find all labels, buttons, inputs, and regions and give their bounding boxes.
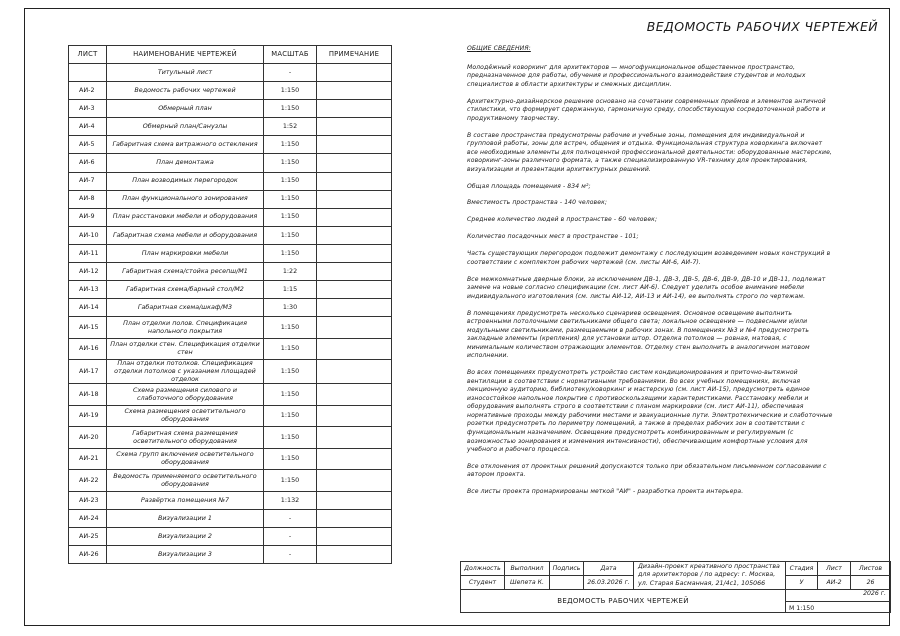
header-sheet: ЛИСТ — [69, 46, 107, 64]
scale-cell: 1:150 — [264, 190, 317, 208]
tb-sheet-count: 26 — [851, 576, 891, 590]
drawings-register-table — [68, 45, 392, 564]
table-row — [69, 263, 392, 281]
note-cell — [317, 491, 392, 509]
table-row — [69, 154, 392, 172]
drawing-name-cell: Габаритная схема мебели и оборудования — [107, 226, 264, 244]
drawing-name-cell: План маркировки мебели — [107, 244, 264, 262]
note-cell — [317, 208, 392, 226]
tb-stage: У — [786, 576, 818, 590]
sheet-code-cell: АИ-11 — [69, 244, 107, 262]
table-row — [69, 427, 392, 449]
table-row — [69, 136, 392, 154]
tb-header-stage: Стадия — [786, 562, 818, 576]
sheet-code-cell: АИ-17 — [69, 360, 107, 384]
note-cell — [317, 427, 392, 449]
table-row — [69, 405, 392, 427]
drawing-name-cell: Схема групп включения осветительного оборудования — [107, 448, 264, 470]
tb-header-sheets: Листов — [851, 562, 891, 576]
notes-paragraph: Среднее количество людей в пространстве - 60 человек; — [467, 216, 658, 224]
table-row — [69, 64, 392, 82]
drawing-name-cell: План возводимых перегородок — [107, 172, 264, 190]
table-row — [69, 190, 392, 208]
sheet-code-cell: АИ-25 — [69, 528, 107, 546]
scale-cell: 1:150 — [264, 244, 317, 262]
sheet-code-cell: АИ-20 — [69, 427, 107, 449]
sheet-code-cell: АИ-15 — [69, 317, 107, 339]
drawing-name-cell: Габаритная схема размещения осветительного оборудования — [107, 427, 264, 449]
tb-scale: М 1:150 — [786, 601, 891, 613]
sheet-code-cell: АИ-18 — [69, 384, 107, 406]
sheet-code-cell: АИ-12 — [69, 263, 107, 281]
notes-paragraph: Во всех помещениях предусмотреть устройство систем кондиционирования и приточно-вытяжной вентиляции в соответствии с нормативными требованиями. Во всех учебных помещениях, включая лекционную аудиторию, библиотеку/коворкинг и мастерскую (см. лист АИ-15), предусмотреть единое износостойкое напольное покрытие с противоскользящими характеристиками. Расстановку мебели и оборудования выполнять строго в соответствии с планом маркировки (см. лист АИ-11), обеспечивая нормативные проходы между рабочими местами и эвакуационные пути. Электротехнические и слаботочные розетки предусмотреть по периметру помещений, а также в пределах рабочих зон в соответствии с функциональным назначением. Освещение предусмотреть комбинированным и регулируемым (с возможностью зонирования и изменения интенсивности), обеспечивающим комфортные условия для учебного и рабочего процесса. — [467, 369, 833, 454]
table-row — [69, 172, 392, 190]
notes-paragraph: Архитектурно-дизайнерское решение основано на сочетании современных приёмов и элементов античной стилистики, что формирует сдержанную, гармоничную среду, способствующую сосредоточенной работе и продуктивному творчеству. — [467, 97, 826, 122]
drawing-name-cell: Титульный лист — [107, 64, 264, 82]
sheet-code-cell: АИ-3 — [69, 100, 107, 118]
sheet-code-cell: АИ-5 — [69, 136, 107, 154]
table-row — [69, 226, 392, 244]
note-cell — [317, 64, 392, 82]
drawing-name-cell: Габаритная схема/стойка ресепш/М1 — [107, 263, 264, 281]
tb-header-sheet: Лист — [818, 562, 851, 576]
notes-paragraph: В составе пространства предусмотрены рабочие и учебные зоны, помещения для индивидуальной и групповой работы, зоны для встреч, общения и отдыха. Функциональная структура коворкинга включает все необходимые элементы для полноценной профессиональной деятельности: оборудованные мастерские, коворкинг-зоны различного формата, а также специализированную VR-технику для проектирования, визуализации и презентации архитектурных решений. — [467, 131, 832, 173]
tb-sheet-number: АИ-2 — [818, 576, 851, 590]
register-header-row — [69, 46, 392, 64]
note-cell — [317, 100, 392, 118]
scale-cell: 1:30 — [264, 299, 317, 317]
sheet-code-cell: АИ-2 — [69, 82, 107, 100]
scale-cell: 1:150 — [264, 338, 317, 360]
table-row — [69, 509, 392, 527]
table-row — [69, 448, 392, 470]
drawing-name-cell: План отделки стен. Спецификация отделки стен — [107, 338, 264, 360]
note-cell — [317, 448, 392, 470]
sheet-code-cell: АИ-6 — [69, 154, 107, 172]
note-cell — [317, 172, 392, 190]
scale-cell: 1:150 — [264, 208, 317, 226]
table-row — [69, 546, 392, 564]
sheet-code-cell: АИ-14 — [69, 299, 107, 317]
tb-header-date: Дата — [584, 562, 634, 576]
drawing-name-cell: Обмерный план — [107, 100, 264, 118]
scale-cell: 1:132 — [264, 491, 317, 509]
scale-cell: 1:150 — [264, 448, 317, 470]
scale-cell: - — [264, 64, 317, 82]
table-row — [69, 470, 392, 492]
notes-paragraph: Все листы проекта промаркированы меткой "АИ" - разработка проекта интерьера. — [467, 488, 744, 496]
scale-cell: 1:22 — [264, 263, 317, 281]
drawing-name-cell: Визуализации 1 — [107, 509, 264, 527]
drawing-name-cell: План демонтажа — [107, 154, 264, 172]
scale-cell: 1:150 — [264, 154, 317, 172]
notes-heading: ОБЩИЕ СВЕДЕНИЯ: — [467, 45, 531, 52]
notes-paragraph: Вместимость пространства - 140 человек; — [467, 199, 608, 207]
table-row — [69, 299, 392, 317]
table-row — [69, 317, 392, 339]
sheet-code-cell: АИ-7 — [69, 172, 107, 190]
sheet-code-cell: АИ-8 — [69, 190, 107, 208]
note-cell — [317, 281, 392, 299]
drawing-name-cell: Ведомость рабочих чертежей — [107, 82, 264, 100]
sheet-code-cell: АИ-4 — [69, 118, 107, 136]
tb-date: 26.03.2026 г. — [584, 576, 634, 590]
scale-cell: 1:150 — [264, 100, 317, 118]
scale-cell: 1:150 — [264, 470, 317, 492]
note-cell — [317, 405, 392, 427]
general-notes — [467, 45, 834, 505]
scale-cell: 1:150 — [264, 427, 317, 449]
drawing-name-cell: План функционального зонирования — [107, 190, 264, 208]
note-cell — [317, 118, 392, 136]
scale-cell: 1:150 — [264, 317, 317, 339]
drawing-name-cell: Схема размещения осветительного оборудования — [107, 405, 264, 427]
note-cell — [317, 546, 392, 564]
scale-cell: 1:150 — [264, 226, 317, 244]
scale-cell: 1:15 — [264, 281, 317, 299]
scale-cell: 1:150 — [264, 405, 317, 427]
note-cell — [317, 263, 392, 281]
scale-cell: 1:150 — [264, 136, 317, 154]
sheet-code-cell: АИ-23 — [69, 491, 107, 509]
drawing-name-cell: Обмерный план/Санузлы — [107, 118, 264, 136]
drawing-name-cell: План расстановки мебели и оборудования — [107, 208, 264, 226]
drawing-name-cell: Габаритная схема/шкаф/М3 — [107, 299, 264, 317]
notes-paragraph: Количество посадочных мест в пространстве - 101; — [467, 233, 639, 241]
scale-cell: - — [264, 509, 317, 527]
note-cell — [317, 136, 392, 154]
note-cell — [317, 338, 392, 360]
notes-paragraph: Все отклонения от проектных решений допускаются только при обязательном письменном согласовании с автором проекта. — [467, 462, 827, 479]
drawing-name-cell: План отделки полов. Спецификация напольного покрытия — [107, 317, 264, 339]
notes-paragraph: Часть существующих перегородок подлежит демонтажу с последующим возведением новых конструкций в соответствии с комплектом рабочих чертежей (см. листы АИ-6, АИ-7). — [467, 250, 831, 266]
note-cell — [317, 82, 392, 100]
drawing-name-cell: Ведомость применяемого осветительного оборудования — [107, 470, 264, 492]
notes-paragraph: В помещениях предусмотреть несколько сценариев освещения. Основное освещение выполнить встроенными потолочными светильниками общего света; локальное освещение — подвесными и/или модульными светильниками, размещаемыми в рабочих зонах. В помещениях №3 и №4 предусмотреть закладные элементы (крепления) для установки штор. Отделка потолков — ровная, матовая, с минимальным количеством отражающих элементов. Отделку стен выполнить в аналогичном матовом исполнении. — [467, 309, 810, 360]
note-cell — [317, 244, 392, 262]
drawing-name-cell: Габаритная схема витражного остекления — [107, 136, 264, 154]
drawing-name-cell: Габаритная схема/барный стол/М2 — [107, 281, 264, 299]
table-row — [69, 100, 392, 118]
table-row — [69, 338, 392, 360]
note-cell — [317, 470, 392, 492]
sheet-code-cell: АИ-21 — [69, 448, 107, 470]
tb-author: Шепета К. — [505, 576, 550, 590]
notes-paragraph: Общая площадь помещения - 834 м²; — [467, 182, 591, 190]
drawing-name-cell: Визуализации 3 — [107, 546, 264, 564]
notes-paragraph: Все межкомнатные дверные блоки, за исключением ДВ-1, ДВ-3, ДВ-5, ДВ-6, ДВ-9, ДВ-10 и ДВ-11, подлежат замене на новые согласно спецификации (см. лист АИ-6). Следует уделить особое внимание мебели индивидуального изготовления (см. листы АИ-12, АИ-13 и АИ-14), ее выполнять строго по чертежам. — [467, 275, 826, 300]
tb-project-description: Дизайн-проект креативного пространства для архитекторов / по адресу: г. Москва, ул. Старая Басманная, 21/4с1, 105066 — [634, 562, 786, 590]
sheet-code-cell — [69, 64, 107, 82]
scale-cell: 1:150 — [264, 172, 317, 190]
title-block — [460, 561, 891, 613]
table-row — [69, 360, 392, 384]
note-cell — [317, 317, 392, 339]
tb-header-author: Выполнил — [505, 562, 550, 576]
table-row — [69, 244, 392, 262]
sheet-code-cell: АИ-9 — [69, 208, 107, 226]
note-cell — [317, 190, 392, 208]
sheet-code-cell: АИ-13 — [69, 281, 107, 299]
note-cell — [317, 528, 392, 546]
drawing-name-cell: Визуализации 2 — [107, 528, 264, 546]
drawing-name-cell: Схема размещения силового и слаботочного оборудования — [107, 384, 264, 406]
table-row — [69, 82, 392, 100]
note-cell — [317, 299, 392, 317]
scale-cell: - — [264, 528, 317, 546]
sheet-code-cell: АИ-10 — [69, 226, 107, 244]
scale-cell: 1:52 — [264, 118, 317, 136]
note-cell — [317, 509, 392, 527]
header-note: ПРИМЕЧАНИЕ — [317, 46, 392, 64]
table-row — [69, 118, 392, 136]
tb-signature — [550, 576, 584, 590]
tb-sheet-name: ВЕДОМОСТЬ РАБОЧИХ ЧЕРТЕЖЕЙ — [461, 590, 786, 613]
tb-year: 2026 г. — [786, 590, 891, 602]
sheet-code-cell: АИ-19 — [69, 405, 107, 427]
sheet-title: ВЕДОМОСТЬ РАБОЧИХ ЧЕРТЕЖЕЙ — [646, 19, 878, 34]
note-cell — [317, 226, 392, 244]
note-cell — [317, 360, 392, 384]
table-row — [69, 491, 392, 509]
sheet-code-cell: АИ-22 — [69, 470, 107, 492]
tb-role: Студент — [461, 576, 505, 590]
sheet-code-cell: АИ-26 — [69, 546, 107, 564]
sheet-code-cell: АИ-24 — [69, 509, 107, 527]
note-cell — [317, 384, 392, 406]
sheet-code-cell: АИ-16 — [69, 338, 107, 360]
scale-cell: - — [264, 546, 317, 564]
table-row — [69, 281, 392, 299]
scale-cell: 1:150 — [264, 384, 317, 406]
drawing-name-cell: План отделки потолков. Спецификация отделки потолков с указанием площадей отделок — [107, 360, 264, 384]
tb-header-role: Должность — [461, 562, 505, 576]
table-row — [69, 208, 392, 226]
header-scale: МАСШТАБ — [264, 46, 317, 64]
note-cell — [317, 154, 392, 172]
table-row — [69, 528, 392, 546]
tb-header-signature: Подпись — [550, 562, 584, 576]
drawing-name-cell: Развёртка помещения №7 — [107, 491, 264, 509]
scale-cell: 1:150 — [264, 82, 317, 100]
notes-paragraph: Молодёжный коворкинг для архитекторов — многофункциональное общественное пространство, предназначенное для работы, обучения и профессионального взаимодействия студентов и молодых специалистов в области архитектуры и смежных дисциплин. — [467, 63, 806, 88]
scale-cell: 1:150 — [264, 360, 317, 384]
table-row — [69, 384, 392, 406]
header-name: НАИМЕНОВАНИЕ ЧЕРТЕЖЕЙ — [107, 46, 264, 64]
